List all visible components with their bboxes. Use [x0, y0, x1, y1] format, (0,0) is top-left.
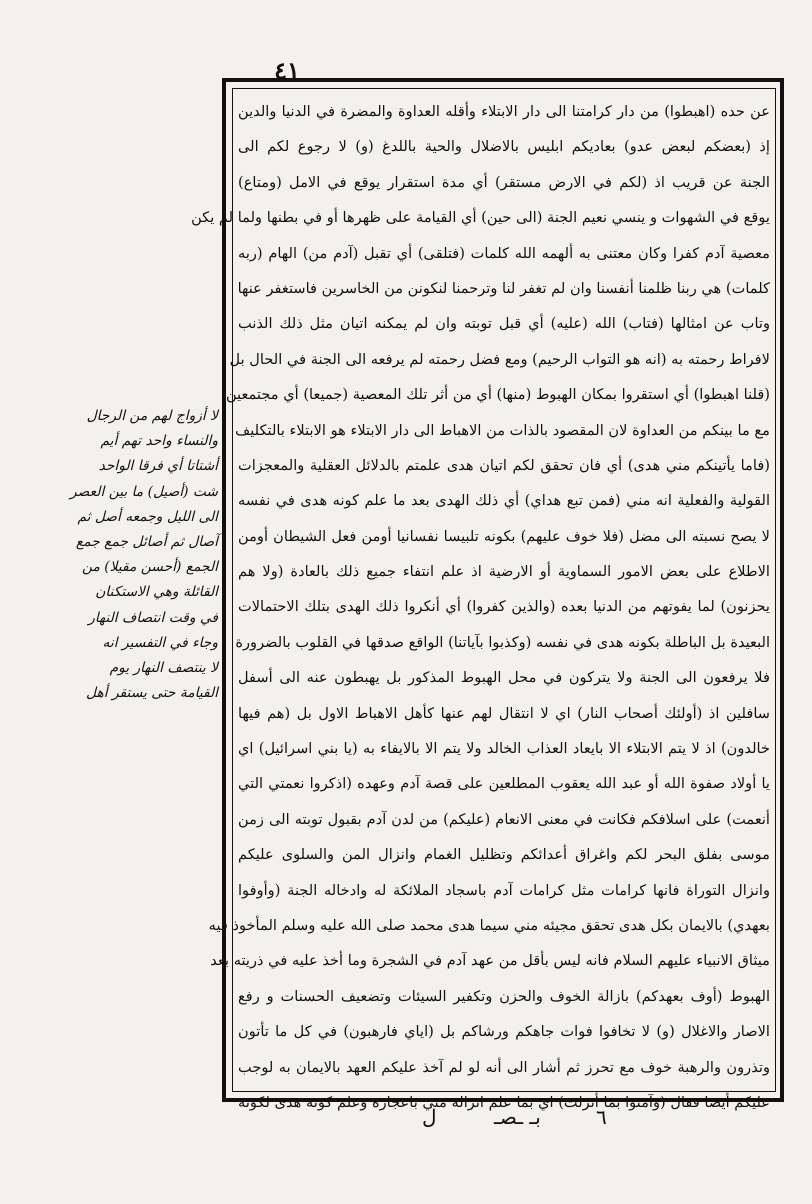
margin-note-line: القائلة وهي الاستكنان	[95, 584, 218, 601]
text-line: بعهدي) بالايمان بكل هدى تحقق مجيئه مني سيما هدى محمد صلى الله عليه وسلم المأخوذ فيه	[208, 916, 770, 934]
margin-note-line: القيامة حتى يستقر أهل	[86, 685, 218, 702]
main-text-block	[191, 94, 770, 1111]
text-line: أنعمت) على اسلافكم فكانت في معنى الانعام (عليكم) من لدن آدم بقبول توبته الى زمن	[238, 810, 770, 828]
text-line: يا أولاد صفوة الله أو عبد الله يعقوب المطلعين على قصة آدم وعهده (اذكروا نعمتي التي	[238, 775, 770, 793]
text-line: يوقع في الشهوات و ينسي نعيم الجنة (الى حين) أي القيامة على ظهرها أو في بطنها ولما لم يكن	[191, 209, 770, 227]
margin-note-line: لا أزواج لهم من الرجال	[86, 408, 218, 424]
text-line: الجنة عن قريب اذ (لكم في الارض مستقر) أي مدة استقرار يوقع في الامل (ومتاع)	[238, 173, 770, 191]
margin-note	[66, 404, 218, 714]
text-line: سافلين اذ (أولئك أصحاب النار) اي لا انتقال لهم عنها كأهل الاهباط الاول بل (هم فيها	[238, 704, 770, 722]
margin-note-line: الجمع (أحسن مقيلا) من	[81, 559, 218, 576]
margin-note-line: وجاء في التفسير انه	[102, 634, 218, 651]
signature-marks	[380, 1100, 660, 1134]
text-line: الهبوط (أوف بعهدكم) بازالة الخوف والحزن وتكفير السيئات وتضعيف الحسنات و رفع	[238, 987, 770, 1005]
text-line: القولية والفعلية انه مني (فمن تبع هداي) أي ذلك الهدى بعد ما علم كونه هدى في نفسه	[238, 492, 770, 510]
text-line: وانزال التوراة فانها كرامات مثل كرامات آدم باسجاد الملائكة له وادخاله الجنة (وأوفوا	[238, 881, 770, 899]
signature-mark: ٦	[596, 1105, 607, 1129]
text-line: الاصار والاغلال (و) لا تخافوا فوات جاهكم ورشاكم بل (اياي فارهبون) في كل ما تأتون	[238, 1023, 770, 1041]
margin-note-line: أشتاتا أي فرقا الواحد	[98, 458, 218, 475]
text-line: عن حده (اهبطوا) من دار كرامتنا الى دار الابتلاء وأقله العداوة والمضرة في الدنيا والدين	[238, 103, 770, 120]
text-line: يحزنون) لما يفوتهم من الدنيا بعده (والذين كفروا) أي أنكروا ذلك الهدى بتلك الاحتمالات	[238, 598, 770, 616]
text-line: لافراط رحمته به (انه هو التواب الرحيم) ومع فضل رحمته لم يرفعه الى الجنة في الحال بل	[229, 350, 770, 368]
page-number: ٤١	[274, 56, 300, 85]
text-line: (قلنا اهبطوا) أي استقروا بمكان الهبوط (منها) أي من أثر تلك المعصية (جميعا) أي مجتمعين	[225, 386, 770, 404]
text-line: لا يصح نسبته الى مضل (فلا خوف عليهم) بكونه تلبيسا نفسانيا أومن فعل الشيطان أومن	[238, 527, 770, 545]
text-line: مع ما بينكم من العداوة لان المقصود بالذات من الاهباط الى دار الابتلاء هو الابتلاء بالتكليف	[235, 421, 770, 439]
text-line: موسى بفلق البحر لكم واغراق أعدائكم وتظليل الغمام وانزال المن والسلوى عليكم	[238, 846, 770, 864]
text-line: عليكم أيضا فقال (وآمنوا بما أنزلت) اي بما علم انزاله مني باعجازه وعلم كونه هدى لكونه	[238, 1093, 770, 1111]
text-line: فلا يرفعون الى الجنة ولا يتركون في محل الهبوط المذكور بل يهبطون عنه الى أسفل	[238, 669, 770, 687]
text-line: البعيدة بل الباطلة بكونه هدى في نفسه (وكذبوا بآياتنا) الواقع صدقها في القلوب بالضرورة	[235, 633, 770, 651]
text-line: كلمات) هي ربنا ظلمنا أنفسنا وان لم تغفر لنا وترحمنا لنكونن من الخاسرين فاستغفر عنها	[237, 279, 770, 297]
text-line: ميثاق الانبياء عليهم السلام فانه ليس بأقل من عهد آدم في الشجرة وما أخذ عليه في ذريته بعد	[210, 952, 770, 970]
text-line: وتاب عن امثالها (فتاب) الله (عليه) أي قبل توبته وان لم يمكنه اتيان مثل ذلك الذنب	[238, 315, 770, 333]
text-line: معصية آدم كفرا وكان معتنى به ألهمه الله كلمات (فتلقى) أي تقبل (آدم من) الهام (ربه	[238, 244, 770, 262]
margin-note-line: شت (أصيل) ما بين العصر	[70, 483, 218, 500]
margin-note-line: والنساء واحد تهم أيم	[100, 433, 218, 450]
margin-note-line: آصال ثم أصائل جمع جمع	[75, 533, 218, 550]
margin-note-line: لا ينتصف النهار يوم	[109, 659, 218, 676]
text-line: إذ (بعضكم لبعض عدو) بعاديكم ابليس بالاضلال والحية باللدغ (و) لا رجوع لكم الى	[238, 138, 770, 156]
text-line: الاطلاع على بعض الامور السماوية أو الارضية اذ علم انتفاء جميع ذلك بالعادة (ولا هم	[238, 563, 770, 581]
signature-mark: بـ ـصـ	[494, 1105, 541, 1129]
signature-mark: ل	[422, 1105, 437, 1129]
text-line: وتذرون والرهبة خوف مع تحرز ثم أشار الى أنه لو لم آخذ عليكم العهد بالايمان به لوجب	[238, 1058, 770, 1076]
margin-note-line: في وقت انتصاف النهار	[88, 609, 218, 626]
margin-note-line: الى الليل وجمعه أصل ثم	[77, 508, 218, 525]
text-line: خالدون) اذ لا يتم الابتلاء الا بايعاد العذاب الخالد ولا يتم الا بالايفاء به (يا بني اسرائيل) اي	[238, 740, 770, 758]
text-line: (فاما يأتينكم مني هدى) أي فان تحقق لكم اتيان هدى علمتم بالدلائل العقلية والمعجزات	[238, 456, 770, 474]
